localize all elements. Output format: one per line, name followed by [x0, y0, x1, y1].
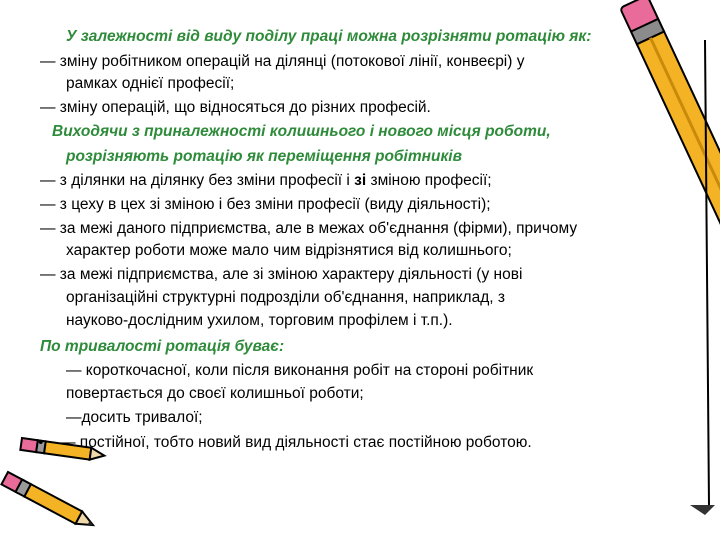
- heading-duration: По тривалості ротація буває:: [40, 338, 285, 355]
- heading-workplace-continuation: розрізняють ротацію як переміщення робітників: [66, 148, 462, 165]
- list-item-continuation: науково-дослідним ухилом, торговим профілем і т.п.).: [66, 312, 453, 329]
- emphasis: зі: [354, 172, 367, 189]
- list-item-text: — з ділянки на ділянку без зміни професії і: [40, 172, 350, 189]
- list-item: — зміну операцій, що відносяться до різних професій.: [40, 99, 431, 116]
- list-item: — зміну робітником операцій на ділянці (потокової лінії, конвеєрі) у: [40, 53, 525, 70]
- bullet: •: [38, 434, 44, 451]
- list-item: — короткочасної, коли після виконання робіт на стороні робітник: [66, 362, 534, 379]
- list-item: [40, 171, 492, 191]
- list-item-continuation: рамках однієї професії;: [66, 75, 235, 92]
- list-item-continuation: повертається до своєї колишньої роботи;: [66, 385, 364, 402]
- list-item: — з цеху в цех зі зміною і без зміни професії (виду діяльності);: [40, 196, 491, 213]
- list-item-continuation: організаційні структурні подрозділи об'єднання, наприклад, з: [66, 289, 505, 306]
- list-item: — постійної, тобто новий вид діяльності стає постійною роботою.: [60, 434, 532, 451]
- list-item: —досить тривалої;: [66, 409, 203, 426]
- list-item-text: зміною професії;: [370, 172, 492, 189]
- list-item-continuation: характер роботи може мало чим відрізнятися від колишнього;: [66, 242, 512, 259]
- heading-division-of-labor: У залежності від виду поділу праці можна розрізняти ротацію як:: [66, 28, 592, 45]
- pencil-icon: [585, 0, 720, 515]
- heading-workplace: Виходячи з приналежності колишнього і нового місця роботи,: [52, 123, 551, 140]
- list-item: — за межі даного підприємства, але в межах об'єднання (фірми), причому: [40, 220, 578, 237]
- list-item: — за межі підприємства, але зі зміною характеру діяльності (у нові: [40, 266, 523, 283]
